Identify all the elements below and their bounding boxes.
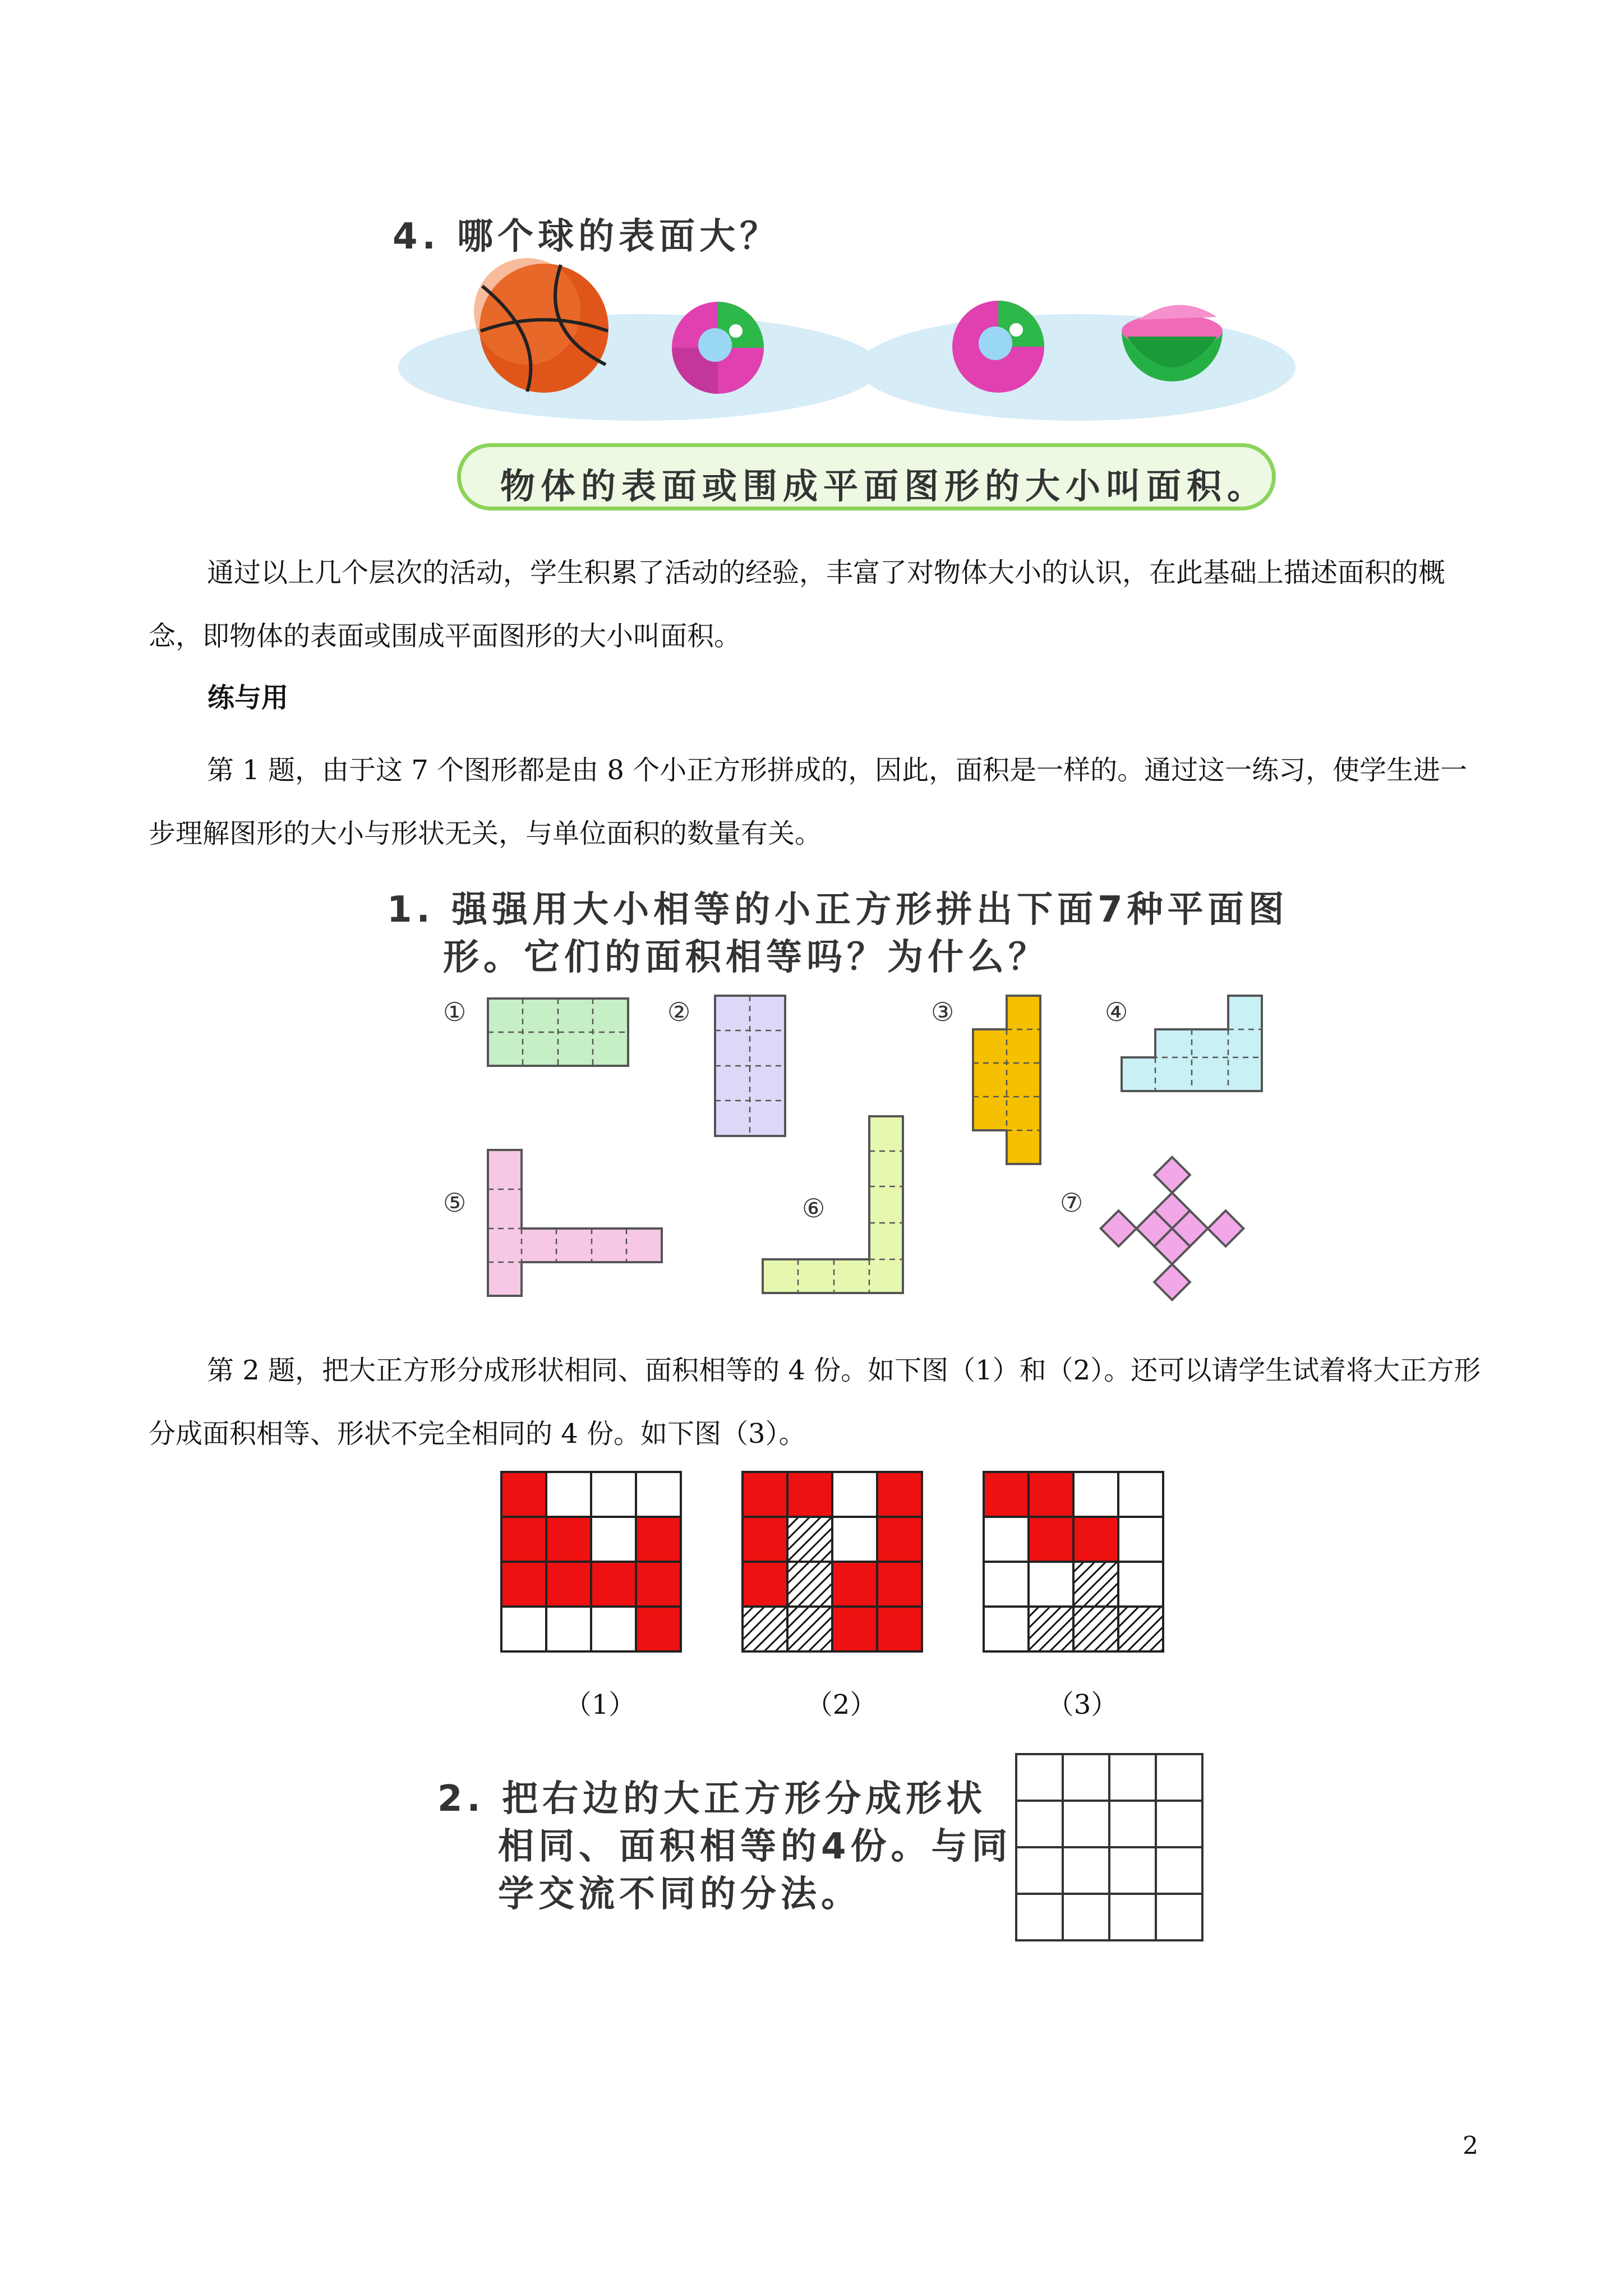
- shape-label-4: ④: [1105, 997, 1128, 1027]
- grid-3: [984, 1472, 1163, 1651]
- grid-1: [501, 1472, 681, 1651]
- grid-cell: [636, 1562, 681, 1607]
- grid-caption-1: （1）: [564, 1689, 636, 1720]
- grid-cell: [832, 1607, 877, 1651]
- shape-label-7: ⑦: [1060, 1188, 1083, 1218]
- grid-cell: [877, 1562, 922, 1607]
- question-1-line1: 1. 强强用大小相等的小正方形拼出下面7种平面图: [387, 889, 1289, 931]
- question-4-title: 4. 哪个球的表面大？: [393, 216, 781, 257]
- grid-cell: [636, 1472, 681, 1517]
- grid-cell: [1029, 1562, 1073, 1607]
- toy-ball-icon: [672, 302, 764, 394]
- balls-illustration: [393, 247, 1301, 438]
- shape-7: [1101, 1157, 1244, 1300]
- grid-cell: [1118, 1472, 1163, 1517]
- shape-4: [1122, 996, 1262, 1091]
- grid-cell: [984, 1517, 1029, 1562]
- grid-cell: [1073, 1472, 1118, 1517]
- grid-cell: [1073, 1607, 1118, 1651]
- shape-2: [715, 996, 785, 1136]
- grid-cell: [636, 1607, 681, 1651]
- grid-caption-2: （2）: [805, 1689, 877, 1720]
- grid-cell: [787, 1517, 832, 1562]
- empty-grid: [1015, 1753, 1206, 1944]
- grid-cell: [546, 1562, 591, 1607]
- grid-cell: [591, 1472, 636, 1517]
- grid-cell: [984, 1472, 1029, 1517]
- question-2-line1: 2. 把右边的大正方形分成形状: [437, 1778, 987, 1820]
- toy-ball-icon: [952, 301, 1044, 393]
- grid-cell: [1029, 1607, 1073, 1651]
- section-title: 练与用: [208, 682, 289, 714]
- right-platform: [858, 314, 1295, 421]
- grid-cell: [1118, 1562, 1163, 1607]
- shape-label-1: ①: [443, 997, 467, 1027]
- shape-label-6: ⑥: [802, 1193, 826, 1223]
- grid-cell: [743, 1472, 787, 1517]
- grid-cell: [591, 1607, 636, 1651]
- shape-5: [488, 1150, 662, 1296]
- grid-cell: [546, 1472, 591, 1517]
- grid-cell: [546, 1607, 591, 1651]
- grid-cell: [1073, 1517, 1118, 1562]
- grid-cell: [787, 1562, 832, 1607]
- grid-cell: [1073, 1562, 1118, 1607]
- grid-cell: [984, 1562, 1029, 1607]
- shape-label-5: ⑤: [443, 1188, 467, 1218]
- grid-cell: [877, 1517, 922, 1562]
- shape-1: [488, 999, 628, 1066]
- definition-box: [457, 443, 1276, 510]
- grid-cell: [832, 1472, 877, 1517]
- definition-text: 物体的表面或围成平面图形的大小叫面积。: [500, 466, 1268, 507]
- grid-cell: [1029, 1472, 1073, 1517]
- page-number: 2: [1463, 2132, 1478, 2160]
- grid-caption-3: （3）: [1046, 1689, 1118, 1720]
- grid-cell: [501, 1562, 546, 1607]
- seven-shapes-figure: [437, 987, 1279, 1301]
- grid-cell: [832, 1517, 877, 1562]
- shape-label-3: ③: [931, 997, 955, 1027]
- grid-cell: [984, 1607, 1029, 1651]
- left-platform: [398, 314, 880, 421]
- paragraph-2: 第 1 题，由于这 7 个图形都是由 8 个小正方形拼成的，因此，面积是一样的。通过这一练习，使学生进一步理解图形的大小与形状无关，与单位面积的数量有关。: [149, 754, 1468, 849]
- grid-cell: [591, 1517, 636, 1562]
- grid-cell: [501, 1472, 546, 1517]
- grid-cell: [501, 1517, 546, 1562]
- question-2-line2: 相同、面积相等的4份。与同: [498, 1826, 1012, 1867]
- grid-cell: [743, 1607, 787, 1651]
- grid-cell: [501, 1607, 546, 1651]
- shape-6: [763, 1116, 903, 1293]
- grid-cell: [787, 1472, 832, 1517]
- grid-cell: [743, 1517, 787, 1562]
- grid-cell: [832, 1562, 877, 1607]
- grid-2: [743, 1472, 922, 1651]
- grid-cell: [591, 1562, 636, 1607]
- grid-cell: [636, 1517, 681, 1562]
- grid-cell: [877, 1472, 922, 1517]
- shape-label-2: ②: [667, 997, 691, 1027]
- grid-cell: [787, 1607, 832, 1651]
- question-1-line2: 形。它们的面积相等吗？为什么？: [443, 937, 1049, 978]
- paragraph-1: 通过以上几个层次的活动，学生积累了活动的经验，丰富了对物体大小的认识，在此基础上描述面积的概念，即物体的表面或围成平面图形的大小叫面积。: [149, 557, 1446, 652]
- grid-cell: [1118, 1517, 1163, 1562]
- grid-cell: [743, 1562, 787, 1607]
- grid-cell: [546, 1517, 591, 1562]
- grid-cell: [1118, 1607, 1163, 1651]
- question-2-line3: 学交流不同的分法。: [498, 1874, 861, 1915]
- shape-3: [973, 996, 1040, 1164]
- grid-cell: [1029, 1517, 1073, 1562]
- paragraph-3: 第 2 题，把大正方形分成形状相同、面积相等的 4 份。如下图（1）和（2）。还可以请学生试着将大正方形分成面积相等、形状不完全相同的 4 份。如下图（3）。: [149, 1355, 1481, 1450]
- grid-cell: [877, 1607, 922, 1651]
- division-grids: [499, 1470, 1206, 1660]
